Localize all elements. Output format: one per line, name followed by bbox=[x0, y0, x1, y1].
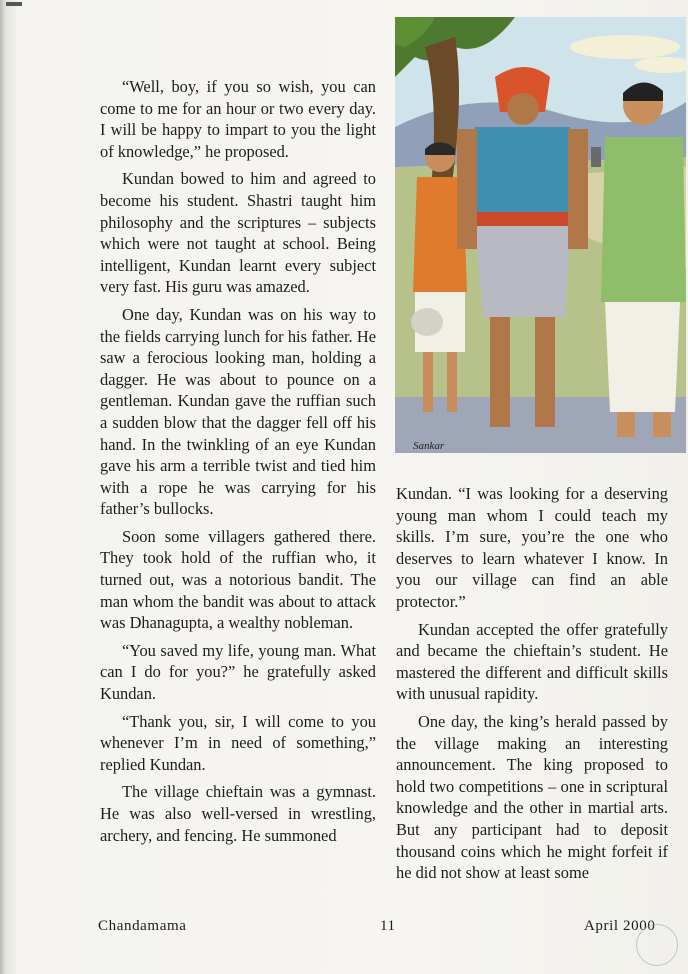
page-binding-edge bbox=[0, 0, 6, 974]
paragraph: One day, the king’s herald passed by the village making an interesting announcement. The king proposed to hold two competitions – one in scriptural knowledge and the other in martial arts. But any participant had to deposit thousand coins which he might forfeit if he did not show at least some bbox=[396, 711, 668, 883]
paragraph: “You saved my life, young man. What can I do for you?” he gratefully asked Kundan. bbox=[100, 640, 376, 704]
right-text-column bbox=[396, 483, 668, 890]
footer-page-number: 11 bbox=[380, 918, 396, 934]
paragraph: “Well, boy, if you so wish, you can come to me for an hour or two every day. I will be happy to impart to you the light of knowledge,” he proposed. bbox=[100, 77, 376, 161]
footer-issue-date: April 2000 bbox=[584, 918, 656, 934]
paragraph: Kundan bowed to him and agreed to become his student. Shastri taught him philosophy and the scriptures – subjects which were not taught at school. Being intelligent, Kundan learnt every subject very fast. His guru was amazed. bbox=[100, 169, 376, 297]
paragraph: One day, Kundan was on his way to the fields carrying lunch for his father. He saw a ferocious looking man, holding a dagger. He was about to pounce on a gentleman. Kundan gave the ruffian such a sudden blow that the dagger fell off his hand. In the twinkling of an eye Kundan gave his arm a terrible twist and tied him with a rope he was carrying for his father’s bullocks. bbox=[100, 304, 376, 519]
artist-signature: Sankar bbox=[413, 440, 445, 452]
paragraph: “Thank you, sir, I will come to you whenever I’m in need of something,” replied Kundan. bbox=[100, 711, 376, 774]
paragraph: Soon some villagers gathered there. They took hold of the ruffian who, it turned out, was a notorious bandit. The man whom the bandit was about to attack was Dhanagupta, a wealthy nobleman. bbox=[100, 526, 376, 633]
illustration-drawing bbox=[395, 17, 686, 453]
left-text-column bbox=[100, 76, 376, 852]
paragraph: The village chieftain was a gymnast. He was also well-versed in wrestling, archery, and fencing. He summoned bbox=[100, 782, 376, 845]
paragraph: Kundan accepted the offer gratefully and became the chieftain’s student. He mastered the different and difficult skills with unusual rapidity. bbox=[396, 619, 668, 704]
story-illustration bbox=[395, 17, 686, 453]
paragraph: Kundan. “I was looking for a deserving young man whom I could teach my skills. I’m sure, you’re the one who deserves to learn whatever I know. In you our village can find an able protector.” bbox=[396, 484, 668, 611]
library-stamp bbox=[636, 924, 678, 966]
corner-mark bbox=[6, 2, 22, 6]
footer-magazine-name: Chandamama bbox=[98, 918, 187, 934]
